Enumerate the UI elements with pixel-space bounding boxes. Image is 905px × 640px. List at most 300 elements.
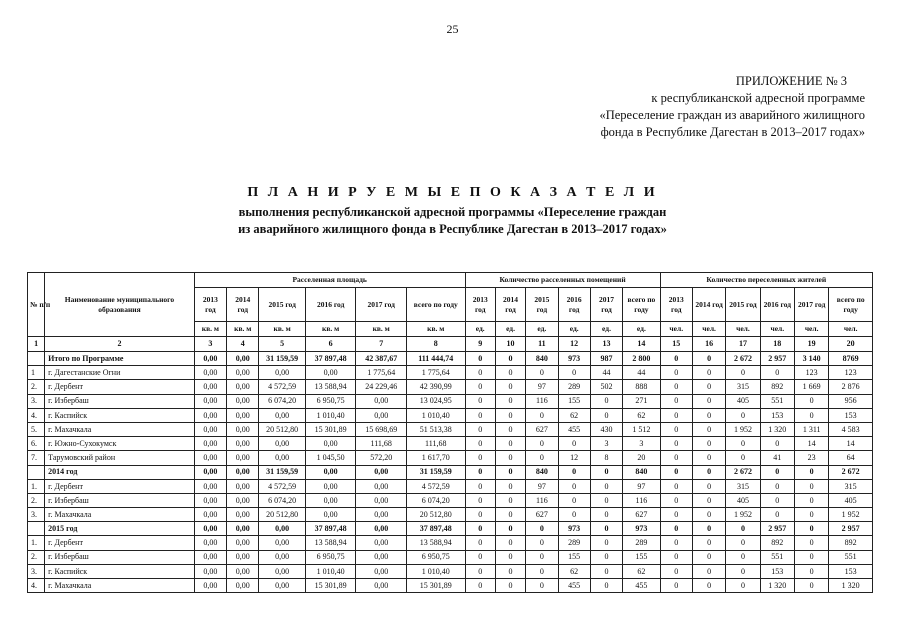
cell-value: 2 672 xyxy=(726,352,760,366)
cell-value: 0 xyxy=(660,366,692,380)
header-unit-people-6: чел. xyxy=(829,322,873,337)
cell-value: 0,00 xyxy=(194,479,226,493)
header-year-people-4: 2016 год xyxy=(760,288,794,322)
table-row xyxy=(28,579,873,593)
cell-value: 111,68 xyxy=(356,437,407,451)
cell-value: 13 588,94 xyxy=(305,536,356,550)
cell-value: 12 xyxy=(558,451,590,465)
cell-value: 1 775,64 xyxy=(406,366,465,380)
cell-value: 0 xyxy=(726,408,760,422)
cell-value: 973 xyxy=(558,522,590,536)
cell-value: 123 xyxy=(829,366,873,380)
cell-value: 1 952 xyxy=(726,508,760,522)
cell-value: 892 xyxy=(829,536,873,550)
row-number: 1 xyxy=(28,366,45,380)
cell-value: 0,00 xyxy=(227,536,259,550)
table-row xyxy=(28,536,873,550)
cell-value: 0 xyxy=(794,522,828,536)
cell-value: 0 xyxy=(526,437,558,451)
column-number: 1 xyxy=(28,337,45,352)
cell-value: 1 669 xyxy=(794,380,828,394)
table-row xyxy=(28,366,873,380)
cell-value: 0 xyxy=(660,508,692,522)
cell-value: 8 xyxy=(590,451,622,465)
cell-value: 289 xyxy=(558,380,590,394)
cell-value: 111 444,74 xyxy=(406,352,465,366)
cell-value: 153 xyxy=(829,564,873,578)
cell-value: 116 xyxy=(526,493,558,507)
cell-value: 0,00 xyxy=(194,493,226,507)
cell-value: 627 xyxy=(526,508,558,522)
row-name: Тарумовский район xyxy=(45,451,195,465)
cell-value: 20 512,80 xyxy=(406,508,465,522)
column-number: 18 xyxy=(760,337,794,352)
cell-value: 0 xyxy=(465,564,495,578)
cell-value: 0 xyxy=(794,394,828,408)
row-number xyxy=(28,522,45,536)
cell-value: 0,00 xyxy=(356,550,407,564)
column-number: 12 xyxy=(558,337,590,352)
appendix-line-2: «Переселение граждан из аварийного жилищного xyxy=(599,108,865,122)
header-unit-area-3: кв. м xyxy=(259,322,305,337)
column-number: 17 xyxy=(726,337,760,352)
row-number: 4. xyxy=(28,579,45,593)
table-row xyxy=(28,380,873,394)
cell-value: 627 xyxy=(526,422,558,436)
cell-value: 6 074,20 xyxy=(406,493,465,507)
cell-value: 0 xyxy=(465,465,495,479)
cell-value: 15 301,89 xyxy=(305,579,356,593)
header-unit-rooms-2: ед. xyxy=(495,322,525,337)
cell-value: 0 xyxy=(660,352,692,366)
cell-value: 0 xyxy=(590,550,622,564)
cell-value: 0 xyxy=(558,437,590,451)
cell-value: 0 xyxy=(465,522,495,536)
cell-value: 405 xyxy=(726,493,760,507)
cell-value: 0 xyxy=(495,451,525,465)
cell-value: 0 xyxy=(726,536,760,550)
cell-value: 840 xyxy=(526,465,558,479)
cell-value: 4 583 xyxy=(829,422,873,436)
column-number: 11 xyxy=(526,337,558,352)
cell-value: 1 952 xyxy=(726,422,760,436)
cell-value: 0 xyxy=(692,550,725,564)
header-year-area-1: 2013 год xyxy=(194,288,226,322)
cell-value: 0 xyxy=(558,366,590,380)
cell-value: 0 xyxy=(726,550,760,564)
cell-value: 0 xyxy=(692,493,725,507)
appendix-line-1: к республиканской адресной программе xyxy=(651,91,865,105)
cell-value: 0,00 xyxy=(259,579,305,593)
cell-value: 0,00 xyxy=(356,564,407,578)
cell-value: 0,00 xyxy=(194,465,226,479)
cell-value: 0 xyxy=(660,493,692,507)
row-number: 3. xyxy=(28,564,45,578)
cell-value: 0 xyxy=(794,564,828,578)
cell-value: 455 xyxy=(623,579,660,593)
cell-value: 0,00 xyxy=(305,493,356,507)
cell-value: 0,00 xyxy=(227,579,259,593)
cell-value: 0,00 xyxy=(259,408,305,422)
header-no: № п/п xyxy=(28,273,45,337)
document-subtitle-line-1: выполнения республиканской адресной программы «Переселение граждан xyxy=(238,205,667,219)
cell-value: 315 xyxy=(726,479,760,493)
cell-value: 840 xyxy=(623,465,660,479)
cell-value: 956 xyxy=(829,394,873,408)
cell-value: 0,00 xyxy=(356,536,407,550)
cell-value: 0,00 xyxy=(356,465,407,479)
header-unit-people-4: чел. xyxy=(760,322,794,337)
cell-value: 0,00 xyxy=(356,522,407,536)
header-unit-area-6: кв. м xyxy=(406,322,465,337)
cell-value: 153 xyxy=(760,564,794,578)
cell-value: 1 512 xyxy=(623,422,660,436)
cell-value: 62 xyxy=(558,408,590,422)
cell-value: 0 xyxy=(692,422,725,436)
cell-value: 0,00 xyxy=(259,437,305,451)
cell-value: 4 572,59 xyxy=(259,479,305,493)
cell-value: 0 xyxy=(495,564,525,578)
cell-value: 23 xyxy=(794,451,828,465)
table-row xyxy=(28,522,873,536)
header-year-rooms-5: 2017 год xyxy=(590,288,622,322)
row-name: г. Избербаш xyxy=(45,493,195,507)
cell-value: 0,00 xyxy=(227,493,259,507)
cell-value: 0 xyxy=(726,564,760,578)
cell-value: 0 xyxy=(692,437,725,451)
cell-value: 6 074,20 xyxy=(259,394,305,408)
row-number: 1. xyxy=(28,479,45,493)
cell-value: 572,20 xyxy=(356,451,407,465)
row-name: г. Дагестанские Огни xyxy=(45,366,195,380)
cell-value: 0 xyxy=(495,408,525,422)
cell-value: 0 xyxy=(558,479,590,493)
cell-value: 0 xyxy=(465,437,495,451)
header-year-rooms-2: 2014 год xyxy=(495,288,525,322)
column-number: 6 xyxy=(305,337,356,352)
cell-value: 20 512,80 xyxy=(259,508,305,522)
cell-value: 13 024,95 xyxy=(406,394,465,408)
cell-value: 0 xyxy=(726,522,760,536)
cell-value: 0 xyxy=(660,451,692,465)
column-number-row xyxy=(28,337,873,352)
cell-value: 0,00 xyxy=(194,579,226,593)
cell-value: 0 xyxy=(660,465,692,479)
cell-value: 97 xyxy=(526,380,558,394)
appendix-title: ПРИЛОЖЕНИЕ № 3 xyxy=(735,74,847,88)
cell-value: 42 390,99 xyxy=(406,380,465,394)
cell-value: 973 xyxy=(623,522,660,536)
cell-value: 0,00 xyxy=(259,564,305,578)
cell-value: 2 957 xyxy=(760,352,794,366)
header-unit-rooms-1: ед. xyxy=(465,322,495,337)
table-row xyxy=(28,508,873,522)
table-row xyxy=(28,564,873,578)
cell-value: 0,00 xyxy=(227,508,259,522)
cell-value: 289 xyxy=(623,536,660,550)
cell-value: 271 xyxy=(623,394,660,408)
header-year-people-5: 2017 год xyxy=(794,288,828,322)
cell-value: 0 xyxy=(590,465,622,479)
cell-value: 0 xyxy=(495,579,525,593)
cell-value: 0,00 xyxy=(194,422,226,436)
cell-value: 0 xyxy=(726,451,760,465)
cell-value: 31 159,59 xyxy=(406,465,465,479)
table-row xyxy=(28,437,873,451)
cell-value: 0 xyxy=(495,522,525,536)
cell-value: 0 xyxy=(526,366,558,380)
cell-value: 0 xyxy=(465,451,495,465)
column-number: 19 xyxy=(794,337,828,352)
cell-value: 0,00 xyxy=(194,394,226,408)
header-year-area-2: 2014 год xyxy=(227,288,259,322)
cell-value: 0,00 xyxy=(194,380,226,394)
cell-value: 0 xyxy=(558,508,590,522)
cell-value: 111,68 xyxy=(406,437,465,451)
cell-value: 0 xyxy=(794,465,828,479)
cell-value: 6 950,75 xyxy=(305,550,356,564)
cell-value: 0 xyxy=(465,493,495,507)
header-unit-area-4: кв. м xyxy=(305,322,356,337)
cell-value: 0 xyxy=(495,437,525,451)
cell-value: 0,00 xyxy=(305,437,356,451)
cell-value: 405 xyxy=(829,493,873,507)
cell-value: 0 xyxy=(465,394,495,408)
cell-value: 0 xyxy=(526,451,558,465)
header-unit-rooms-6: ед. xyxy=(623,322,660,337)
cell-value: 155 xyxy=(558,550,590,564)
cell-value: 0 xyxy=(465,579,495,593)
cell-value: 0 xyxy=(590,508,622,522)
table-row xyxy=(28,394,873,408)
cell-value: 0 xyxy=(526,579,558,593)
column-number: 4 xyxy=(227,337,259,352)
cell-value: 31 159,59 xyxy=(259,465,305,479)
cell-value: 15 301,89 xyxy=(305,422,356,436)
cell-value: 20 xyxy=(623,451,660,465)
header-year-people-2: 2014 год xyxy=(692,288,725,322)
cell-value: 0 xyxy=(692,536,725,550)
header-group-area: Расселенная площадь xyxy=(194,273,465,288)
cell-value: 0 xyxy=(495,508,525,522)
cell-value: 0,00 xyxy=(356,479,407,493)
cell-value: 0 xyxy=(465,380,495,394)
cell-value: 37 897,48 xyxy=(305,522,356,536)
cell-value: 31 159,59 xyxy=(259,352,305,366)
cell-value: 0 xyxy=(794,550,828,564)
row-name: г. Махачкала xyxy=(45,508,195,522)
table-row xyxy=(28,408,873,422)
column-number: 20 xyxy=(829,337,873,352)
cell-value: 0,00 xyxy=(227,366,259,380)
cell-value: 0,00 xyxy=(194,451,226,465)
header-unit-area-1: кв. м xyxy=(194,322,226,337)
cell-value: 13 588,94 xyxy=(406,536,465,550)
column-number: 8 xyxy=(406,337,465,352)
cell-value: 0 xyxy=(794,508,828,522)
cell-value: 0 xyxy=(495,479,525,493)
header-year-area-6: всего по году xyxy=(406,288,465,322)
cell-value: 0,00 xyxy=(227,422,259,436)
cell-value: 0 xyxy=(495,550,525,564)
row-number: 6. xyxy=(28,437,45,451)
row-number: 4. xyxy=(28,408,45,422)
cell-value: 0 xyxy=(526,522,558,536)
cell-value: 44 xyxy=(623,366,660,380)
table-row xyxy=(28,465,873,479)
cell-value: 13 588,94 xyxy=(305,380,356,394)
cell-value: 0 xyxy=(660,579,692,593)
cell-value: 0 xyxy=(465,422,495,436)
cell-value: 455 xyxy=(558,422,590,436)
cell-value: 987 xyxy=(590,352,622,366)
column-number: 16 xyxy=(692,337,725,352)
cell-value: 0 xyxy=(692,408,725,422)
cell-value: 0,00 xyxy=(356,508,407,522)
cell-value: 0,00 xyxy=(305,508,356,522)
cell-value: 0 xyxy=(692,380,725,394)
cell-value: 0,00 xyxy=(305,479,356,493)
table-row xyxy=(28,479,873,493)
cell-value: 0 xyxy=(760,508,794,522)
cell-value: 0,00 xyxy=(227,550,259,564)
cell-value: 14 xyxy=(794,437,828,451)
row-name: г. Избербаш xyxy=(45,550,195,564)
cell-value: 116 xyxy=(526,394,558,408)
cell-value: 6 950,75 xyxy=(305,394,356,408)
document-heading xyxy=(0,185,905,238)
cell-value: 116 xyxy=(623,493,660,507)
cell-value: 0 xyxy=(692,451,725,465)
cell-value: 0,00 xyxy=(194,437,226,451)
cell-value: 1 320 xyxy=(760,579,794,593)
cell-value: 0,00 xyxy=(259,522,305,536)
cell-value: 1 320 xyxy=(829,579,873,593)
row-number: 2. xyxy=(28,550,45,564)
row-number: 3. xyxy=(28,394,45,408)
cell-value: 2 672 xyxy=(726,465,760,479)
header-unit-rooms-4: ед. xyxy=(558,322,590,337)
cell-value: 0,00 xyxy=(356,394,407,408)
cell-value: 0 xyxy=(794,579,828,593)
cell-value: 0 xyxy=(692,479,725,493)
cell-value: 0,00 xyxy=(227,352,259,366)
cell-value: 0 xyxy=(465,508,495,522)
row-name: 2014 год xyxy=(45,465,195,479)
cell-value: 0 xyxy=(760,366,794,380)
row-name: 2015 год xyxy=(45,522,195,536)
cell-value: 1 010,40 xyxy=(305,408,356,422)
cell-value: 892 xyxy=(760,536,794,550)
column-number: 15 xyxy=(660,337,692,352)
cell-value: 315 xyxy=(726,380,760,394)
cell-value: 41 xyxy=(760,451,794,465)
cell-value: 502 xyxy=(590,380,622,394)
cell-value: 1 010,40 xyxy=(305,564,356,578)
cell-value: 0 xyxy=(465,366,495,380)
cell-value: 0 xyxy=(590,479,622,493)
row-number xyxy=(28,352,45,366)
cell-value: 0,00 xyxy=(259,366,305,380)
cell-value: 0 xyxy=(465,536,495,550)
cell-value: 0,00 xyxy=(356,579,407,593)
cell-value: 0 xyxy=(590,536,622,550)
header-unit-people-3: чел. xyxy=(726,322,760,337)
cell-value: 0 xyxy=(526,564,558,578)
header-unit-area-2: кв. м xyxy=(227,322,259,337)
cell-value: 24 229,46 xyxy=(356,380,407,394)
cell-value: 888 xyxy=(623,380,660,394)
cell-value: 455 xyxy=(558,579,590,593)
cell-value: 0 xyxy=(726,437,760,451)
cell-value: 44 xyxy=(590,366,622,380)
cell-value: 2 876 xyxy=(829,380,873,394)
header-year-people-6: всего по году xyxy=(829,288,873,322)
cell-value: 37 897,48 xyxy=(305,352,356,366)
row-name: г. Южно-Сухокумск xyxy=(45,437,195,451)
row-name: г. Дербент xyxy=(45,479,195,493)
header-unit-people-5: чел. xyxy=(794,322,828,337)
cell-value: 405 xyxy=(726,394,760,408)
row-name: г. Избербаш xyxy=(45,394,195,408)
header-unit-area-5: кв. м xyxy=(356,322,407,337)
cell-value: 1 010,40 xyxy=(406,408,465,422)
header-year-rooms-4: 2016 год xyxy=(558,288,590,322)
cell-value: 0,00 xyxy=(194,352,226,366)
column-number: 5 xyxy=(259,337,305,352)
header-row-groups xyxy=(28,273,873,288)
row-number: 7. xyxy=(28,451,45,465)
cell-value: 64 xyxy=(829,451,873,465)
document-title: П Л А Н И Р У Е М Ы Е П О К А З А Т Е Л И xyxy=(247,185,658,200)
cell-value: 0,00 xyxy=(227,465,259,479)
row-name: Итого по Программе xyxy=(45,352,195,366)
cell-value: 0 xyxy=(590,579,622,593)
cell-value: 0,00 xyxy=(194,522,226,536)
row-number: 2. xyxy=(28,493,45,507)
header-group-people: Количество переселенных жителей xyxy=(660,273,872,288)
cell-value: 153 xyxy=(760,408,794,422)
cell-value: 15 698,69 xyxy=(356,422,407,436)
cell-value: 0 xyxy=(692,366,725,380)
cell-value: 0,00 xyxy=(259,451,305,465)
cell-value: 0 xyxy=(558,493,590,507)
cell-value: 0 xyxy=(660,536,692,550)
cell-value: 0 xyxy=(760,493,794,507)
header-unit-people-1: чел. xyxy=(660,322,692,337)
cell-value: 0,00 xyxy=(305,465,356,479)
cell-value: 6 074,20 xyxy=(259,493,305,507)
cell-value: 97 xyxy=(526,479,558,493)
cell-value: 3 xyxy=(590,437,622,451)
header-year-people-1: 2013 год xyxy=(660,288,692,322)
cell-value: 0 xyxy=(495,536,525,550)
table-row xyxy=(28,352,873,366)
cell-value: 123 xyxy=(794,366,828,380)
cell-value: 0 xyxy=(660,564,692,578)
cell-value: 0,00 xyxy=(259,536,305,550)
header-unit-people-2: чел. xyxy=(692,322,725,337)
cell-value: 0,00 xyxy=(227,380,259,394)
row-name: г. Каспийск xyxy=(45,408,195,422)
table-row xyxy=(28,451,873,465)
cell-value: 0 xyxy=(692,394,725,408)
cell-value: 0 xyxy=(692,508,725,522)
header-year-area-3: 2015 год xyxy=(259,288,305,322)
column-number: 9 xyxy=(465,337,495,352)
cell-value: 62 xyxy=(623,564,660,578)
cell-value: 42 387,67 xyxy=(356,352,407,366)
